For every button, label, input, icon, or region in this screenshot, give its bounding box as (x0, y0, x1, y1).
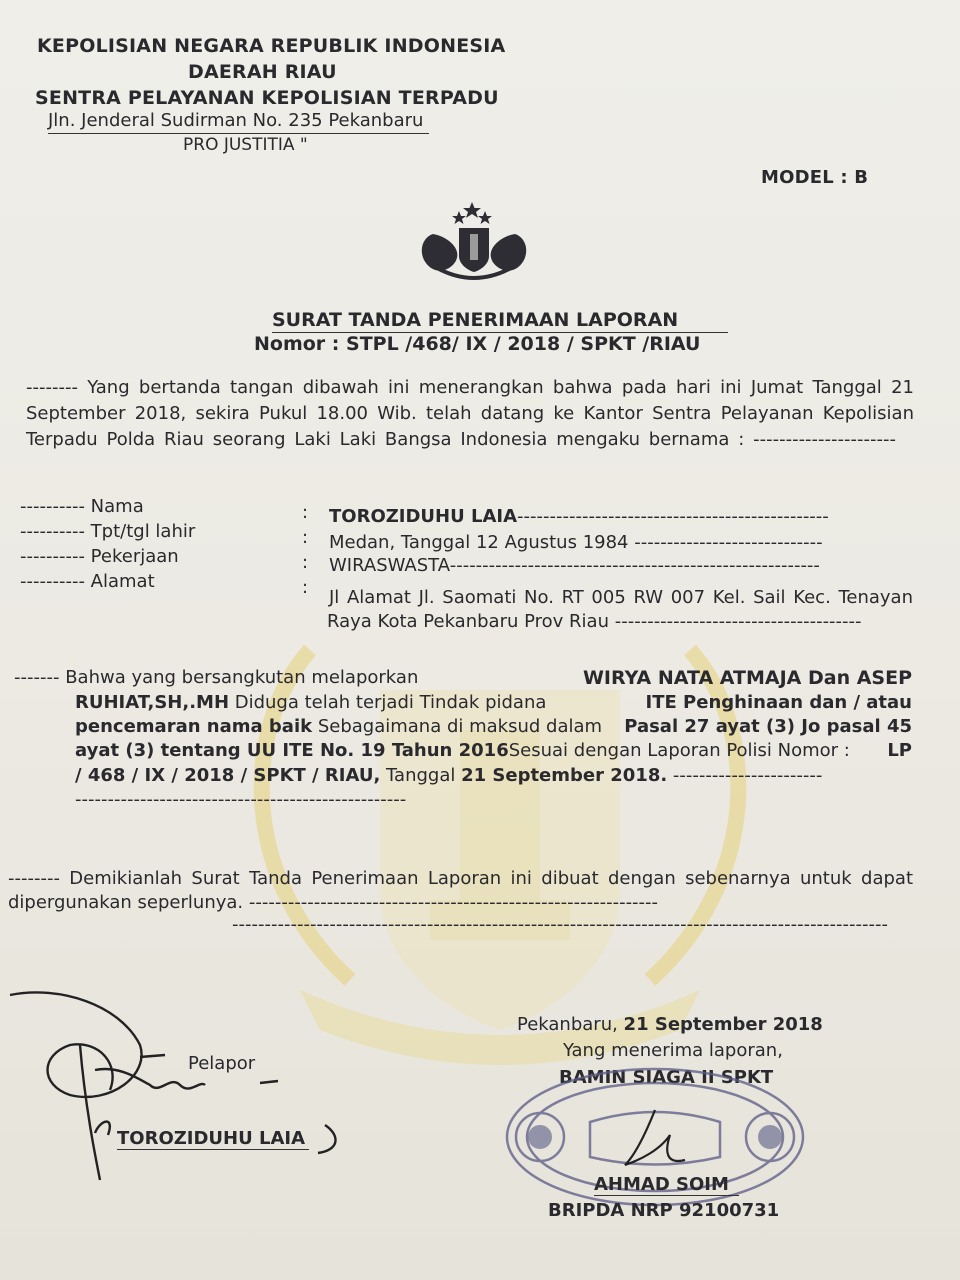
officer-name: AHMAD SOIM (594, 1174, 739, 1196)
pekerjaan-dashes: --------------------------------------------------------- (449, 555, 820, 576)
header-institution: KEPOLISIAN NEGARA REPUBLIK INDONESIA (37, 35, 506, 57)
colon-ttl: : (302, 527, 309, 548)
header-region: DAERAH RIAU (188, 61, 337, 83)
header-address: Jln. Jenderal Sudirman No. 235 Pekanbaru (48, 110, 429, 134)
report-line-1 (14, 667, 912, 689)
report-l3-b: Sebagaimana di maksud dalam (312, 716, 603, 737)
value-alamat: Jl Alamat Jl. Saomati No. RT 005 RW 007 Kel. Sail Kec. Tenayan (329, 587, 913, 608)
report-l5-a: / 468 / IX / 2018 / SPKT / RIAU, (75, 765, 381, 786)
value-nama: TOROZIDUHU LAIA (329, 506, 518, 527)
reporter-name: TOROZIDUHU LAIA (117, 1128, 309, 1150)
model-label: MODEL : B (761, 167, 869, 188)
place-date-date: 21 September 2018 (623, 1014, 823, 1035)
document-number: Nomor : STPL /468/ IX / 2018 / SPKT /RIAU (254, 333, 701, 355)
colon-nama: : (302, 502, 309, 523)
value-ttl-row (329, 532, 904, 553)
intro-line-2: September 2018, sekira Pukul 18.00 Wib. telah datang ke Kantor Sentra Pelayanan Kepolisian (26, 403, 914, 424)
report-l2-c: ITE Penghinaan dan / atau (645, 692, 912, 713)
report-line-3 (75, 716, 912, 737)
label-tpt-tgl-lahir: ---------- Tpt/tgl lahir (20, 521, 196, 542)
report-line-5 (75, 765, 912, 786)
closing-line-3: ----------------------------------------------------------------------------------------------------- (232, 914, 889, 935)
report-l2-a: RUHIAT,SH,.MH (75, 692, 230, 713)
header-unit: SENTRA PELAYANAN KEPOLISIAN TERPADU (35, 87, 499, 109)
report-l1-b: WIRYA NATA ATMAJA Dan ASEP (582, 667, 912, 689)
report-l5-c: 21 September 2018. (461, 765, 668, 786)
ttl-dashes: ----------------------------- (634, 532, 823, 553)
label-pekerjaan: ---------- Pekerjaan (20, 546, 179, 567)
report-l3-c: Pasal 27 ayat (3) Jo pasal 45 (624, 716, 912, 737)
officer-signature (615, 1105, 695, 1180)
value-pekerjaan-row (329, 555, 909, 576)
reporter-signature (0, 985, 360, 1185)
intro-line-1: -------- Yang bertanda tangan dibawah ini menerangkan bahwa pada hari ini Jumat Tanggal 21 (26, 377, 914, 398)
report-l3-a: pencemaran nama baik (75, 716, 313, 737)
colon-pekerjaan: : (302, 552, 309, 573)
intro-line-3: Terpadu Polda Riau seorang Laki Laki Bangsa Indonesia mengaku bernama : ---------------------- (26, 429, 896, 450)
receiver-unit: BAMIN SIAGA II SPKT (559, 1067, 774, 1088)
report-l5-d: ----------------------- (667, 765, 823, 786)
value-alamat-2: Raya Kota Pekanbaru Prov Riau (327, 611, 609, 632)
nama-dashes: ------------------------------------------------ (517, 506, 829, 527)
reporter-label: Pelapor (188, 1053, 256, 1074)
place-date (517, 1014, 823, 1035)
value-ttl: Medan, Tanggal 12 Agustus 1984 (329, 532, 629, 553)
closing-line-1: -------- Demikianlah Surat Tanda Penerimaan Laporan ini dibuat dengan sebenarnya untuk dapat (8, 868, 913, 889)
report-line-2 (75, 692, 912, 713)
value-pekerjaan: WIRASWASTA (329, 555, 450, 576)
report-l5-b: Tanggal (380, 765, 462, 786)
document-title: SURAT TANDA PENERIMAAN LAPORAN (272, 309, 728, 333)
report-l1-a: ------- Bahwa yang bersangkutan melaporkan (14, 667, 419, 688)
police-emblem-logo (415, 198, 533, 282)
pro-justitia: PRO JUSTITIA " (183, 135, 308, 155)
report-l4-b: Sesuai dengan Laporan Polisi Nomor : (508, 740, 850, 761)
label-alamat: ---------- Alamat (20, 571, 155, 592)
value-nama-row (329, 506, 904, 527)
alamat-dashes: -------------------------------------- (614, 611, 862, 632)
report-l2-b: Diduga telah terjadi Tindak pidana (229, 692, 547, 713)
value-alamat-row-2 (327, 611, 912, 632)
receiver-label: Yang menerima laporan, (563, 1040, 783, 1061)
label-nama: ---------- Nama (20, 496, 144, 517)
officer-rank: BRIPDA NRP 92100731 (548, 1200, 780, 1221)
report-l4-c: LP (887, 740, 912, 761)
place-date-city: Pekanbaru, (517, 1014, 624, 1035)
closing-line-2: dipergunakan seperlunya. --------------------------------------------------------------- (8, 892, 659, 913)
report-l4-a: ayat (3) tentang UU ITE No. 19 Tahun 2016 (75, 740, 509, 761)
report-line-6: --------------------------------------------------- (75, 789, 407, 810)
colon-alamat: : (302, 577, 309, 598)
report-line-4 (75, 740, 912, 761)
